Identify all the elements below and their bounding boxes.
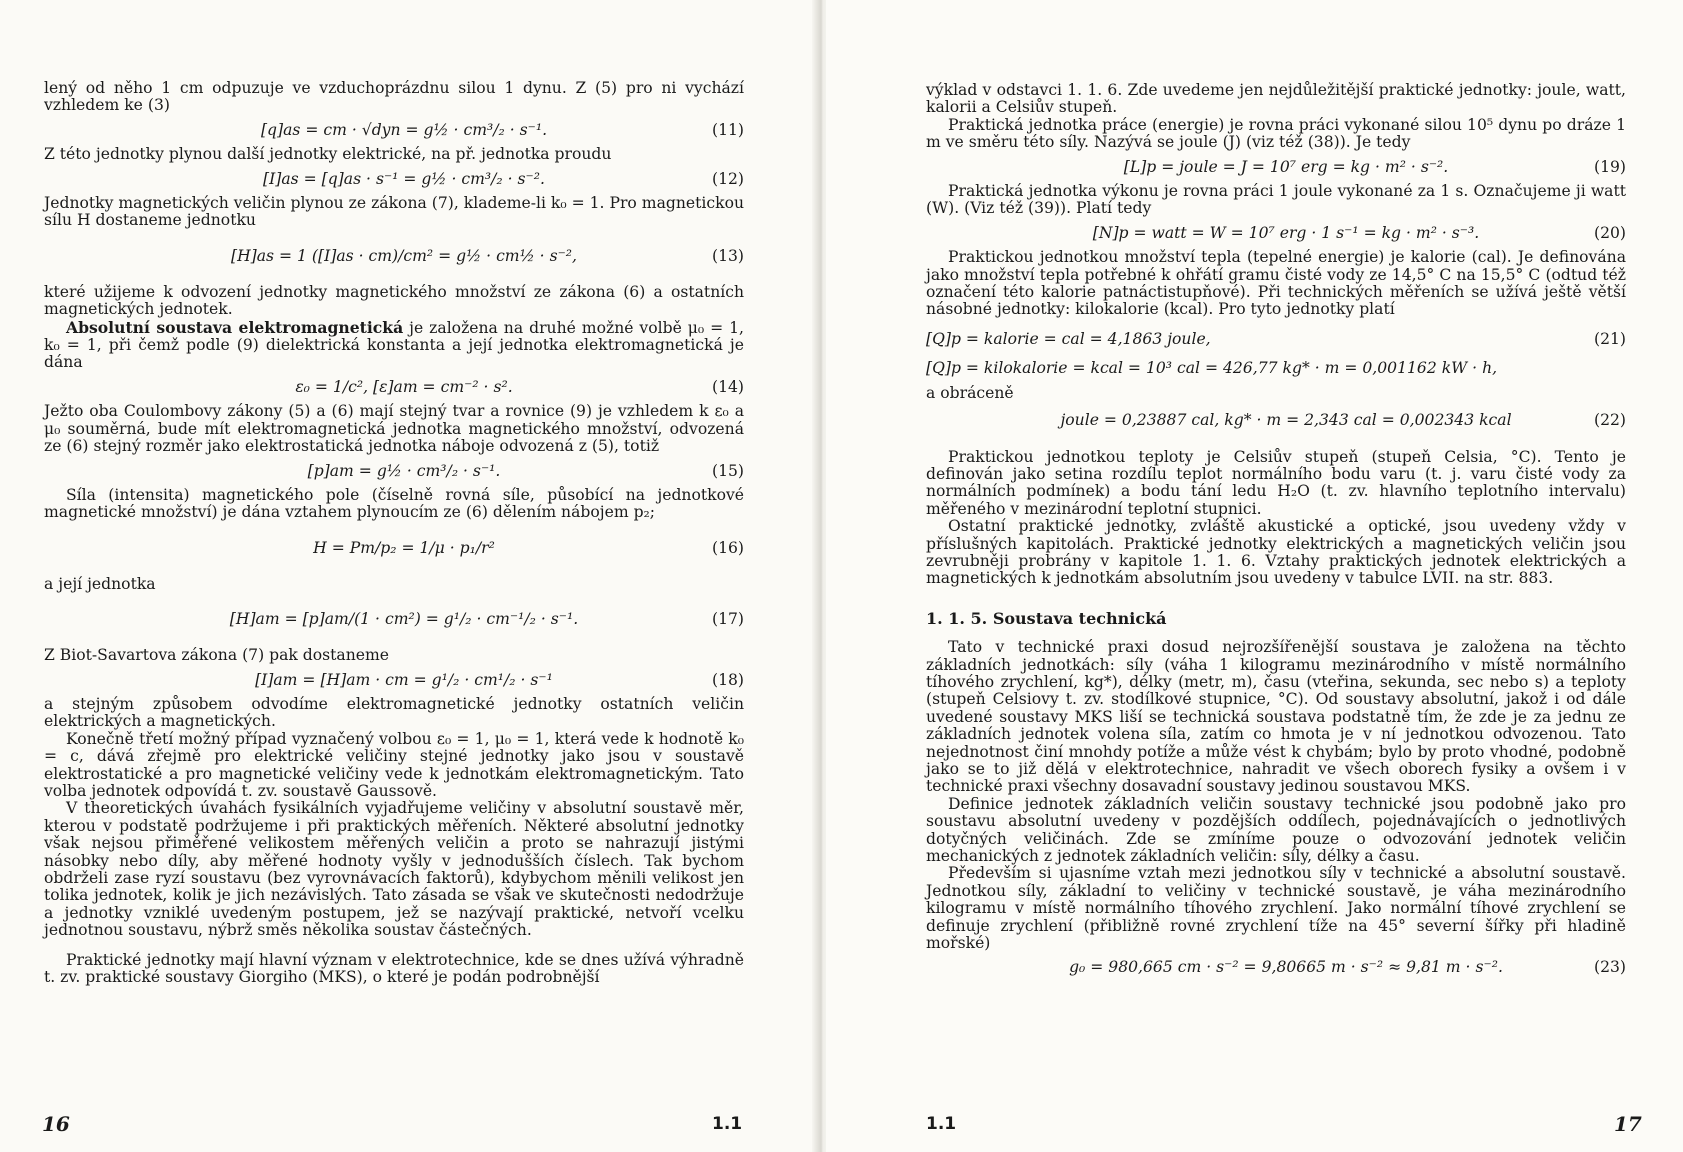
paragraph: Z této jednotky plynou další jednotky elektrické, na př. jednotka proudu xyxy=(44,145,612,164)
paragraph: Jednotky magnetických veličin plynou ze zákona (7), klademe-li k₀ = 1. Pro magnetickou sílu H dostaneme jednotku xyxy=(44,194,744,230)
equation-formula: joule = 0,23887 cal, kg* · m = 2,343 cal = 0,002343 kcal xyxy=(1060,411,1512,430)
equation-21b xyxy=(926,360,1626,377)
equation-16 xyxy=(44,529,744,569)
equation-formula: [I]am = [H]am · cm = g¹/₂ · cm¹/₂ · s⁻¹ xyxy=(255,670,553,689)
equation-formula: g₀ = 980,665 cm · s⁻² = 9,80665 m · s⁻² ≈ 9,81 m · s⁻². xyxy=(1069,958,1503,977)
paragraph: Definice jednotek základních veličin soustavy technické jsou podobně jako pro soustavu absolutní uvedeny v pozdějších oddílech, pojednávajících o jednotlivých dotyčných veličinách. Zde se zmíníme pouze o odvozování jednotek veličin mechanických z jednotek základních veličin: síly, délky a času. xyxy=(926,794,1626,866)
paragraph: Především si ujasníme vztah mezi jednotkou síly v technické a absolutní soustavě. Jednotkou síly, základní to veličiny v technické soustavě, je váha mezinárodního kilogramu v místě normálního tíhového zrychlení. Jako normální tíhové zrychlení se definuje zrychlení (přibližně rovné zrychlení tíže na 45° severní šířky při hladině mořské) xyxy=(926,864,1626,953)
equation-formula: [p]am = g½ · cm³/₂ · s⁻¹. xyxy=(307,461,501,480)
equation-11 xyxy=(44,122,744,139)
paragraph: výklad v odstavci 1. 1. 6. Zde uvedeme jen nejdůležitější praktické jednotky: joule, watt, kalorii a Celsiův stupeň. xyxy=(926,81,1626,117)
paragraph: V theoretických úvahách fysikálních vyjadřujeme veličiny v absolutní soustavě měr, kterou v podstatě podržujeme i při praktických měřeních. Některé absolutní jednotky však nejsou přiměřené velikostem měřených veličin a proto se nahrazují jistými násobky nebo díly, aby měřené hodnoty vyšly v jednodušších číslech. Tak bychom obdrželi zase ryzí soustavu (bez vyrovnávacích faktorů), kdybychom měnili velikost jen tolika jednotek, kolik je jich nezávislých. Tato zásada se však ve skutečnosti nedodržuje a jednotky vzniklé uvedeným postupem, jež se nazývají praktické, netvoří vcelku jednotnou soustavu, nýbrž směs několika soustav částečných. xyxy=(44,799,744,940)
equation-formula: [I]as = [q]as · s⁻¹ = g½ · cm³/₂ · s⁻². xyxy=(263,169,545,188)
paragraph: a její jednotka xyxy=(44,574,156,593)
paragraph: Praktická jednotka práce (energie) je rovna práci vykonané silou 10⁵ dynu po dráze 1 m ve směru této síly. Nazývá se joule (J) (viz též (38)). Je tedy xyxy=(926,115,1626,152)
paragraph: Konečně třetí možný případ vyznačený volbou ε₀ = 1, μ₀ = 1, která vede k hodnotě k₀ = c, dává zřejmě pro elektrické veličiny stejné jednotky jako jsou v soustavě elektrostatické a pro magnetické veličiny vede k jednotkám elektromagnetickým. Tato volba jednotek odpovídá t. zv. soustavě Gaussově. xyxy=(44,729,744,800)
section-label: 1.1 xyxy=(926,1114,957,1134)
equation-number: (13) xyxy=(711,247,744,266)
equation-21 xyxy=(926,331,1626,348)
equation-number: (11) xyxy=(711,120,744,139)
equation-number: (17) xyxy=(711,610,744,629)
right-page-text xyxy=(926,82,1626,984)
left-page xyxy=(0,0,818,1152)
equation-formula: [N]p = watt = W = 10⁷ erg · 1 s⁻¹ = kg · m² · s⁻³. xyxy=(1092,223,1480,242)
paragraph: Ostatní praktické jednotky, zvláště akustické a optické, jsou uvedeny vždy v příslušných kapitolách. Praktické jednotky elektrických a magnetických veličin jsou zevrubněji probrány v kapitole 1. 1. 6. Vztahy praktických jednotek elektrických a magnetických k jednotkám absolutním jsou uvedeny v tabulce LVII. na str. 883. xyxy=(926,517,1626,588)
equation-14 xyxy=(44,379,744,396)
equation-formula: [q]as = cm · √dyn = g½ · cm³/₂ · s⁻¹. xyxy=(260,120,548,139)
paragraph: a stejným způsobem odvodíme elektromagnetické jednotky ostatních veličin elektrických a magnetických. xyxy=(44,694,744,731)
equation-number: (18) xyxy=(711,670,744,689)
left-page-text xyxy=(44,80,744,986)
section-label: 1.1 xyxy=(712,1114,743,1134)
equation-formula: [H]am = [p]am/(1 · cm²) = g¹/₂ · cm⁻¹/₂ · s⁻¹. xyxy=(229,610,579,629)
page-number: 17 xyxy=(1614,1112,1642,1136)
equation-number: (14) xyxy=(711,377,744,396)
paragraph: lený od něho 1 cm odpuzuje ve vzduchoprázdnu silou 1 dynu. Z (5) pro ni vychází vzhledem ke (3) xyxy=(44,79,744,115)
equation-19 xyxy=(926,159,1626,176)
equation-23 xyxy=(926,959,1626,976)
equation-number: (12) xyxy=(711,169,744,188)
equation-13 xyxy=(44,237,744,277)
paragraph: Tato v technické praxi dosud nejrozšířenější soustava je založena na těchto základních jednotkách: síly (váha 1 kilogramu mezinárodního v místě normálního tíhového zrychlení, kg*), délky (metr, m), času (vteřina, sekunda, sec nebo s) a teploty (stupeň Celsiovy t. zv. stodílkové stupnice, °C). Od soustavy absolutní, jakož i od dále uvedené soustavy MKS liší se technická soustava podstatně tím, že zde je za jednu ze základních jednotek volena síla, zatím co hmota je v ní jednotkou odvozenou. Tato nejednotnost činí mnohdy potíže a může vést k chybám; bylo by proto vhodné, podobně jako se to již dělá v elektrotechnice, nahradit ve všech oborech fysiky a ovšem i v technické praxi všechny dosavadní soustavy jedinou soustavou MKS. xyxy=(926,638,1626,796)
equation-number: (21) xyxy=(1593,329,1626,348)
equation-formula: [H]as = 1 ([I]as · cm)/cm² = g½ · cm½ · s⁻², xyxy=(230,247,578,266)
equation-22 xyxy=(926,412,1626,429)
equation-formula: [Q]p = kilokalorie = kcal = 10³ cal = 426,77 kg* · m = 0,001162 kW · h, xyxy=(926,359,1498,378)
equation-18 xyxy=(44,672,744,689)
right-page xyxy=(826,0,1683,1152)
paragraph: Praktickou jednotkou množství tepla (tepelné energie) je kalorie (cal). Je definována jako množství tepla potřebné k ohřátí gramu čisté vody ze 14,5° C na 15,5° C (odtud též označení této kalorie patnáctistupňové). Při technických měřeních se užívá ještě větší násobné jednotky: kilokalorie (kcal). Pro tyto jednotky platí xyxy=(926,248,1626,319)
paragraph: Z Biot-Savartova zákona (7) pak dostaneme xyxy=(44,646,390,665)
equation-number: (22) xyxy=(1593,411,1626,430)
equation-12 xyxy=(44,171,744,188)
equation-15 xyxy=(44,463,744,480)
section-heading: 1. 1. 5. Soustava technická xyxy=(926,608,1167,628)
equation-formula: ε₀ = 1/c², [ε]am = cm⁻² · s². xyxy=(295,377,513,396)
equation-formula: [L]p = joule = J = 10⁷ erg = kg · m² · s⁻². xyxy=(1123,157,1449,176)
paragraph: které užijeme k odvození jednotky magnetického množství ze zákona (6) a ostatních magnetických jednotek. xyxy=(44,282,744,319)
page-number: 16 xyxy=(42,1112,70,1136)
paragraph: Ježto oba Coulombovy zákony (5) a (6) mají stejný tvar a rovnice (9) je vzhledem k ε₀ a μ₀ souměrná, bude mít elektromagnetická jednotka magnetického množství, odvozená ze (6) stejný rozměr jako elektrostatická jednotka náboje odvozená z (5), totiž xyxy=(44,402,744,456)
paragraph: a obráceně xyxy=(926,383,1014,402)
paragraph: Praktické jednotky mají hlavní význam v elektrotechnice, kde se dnes užívá výhradně t. zv. praktické soustavy Giorgiho (MKS), o které je podán podrobnější xyxy=(44,950,744,987)
equation-number: (19) xyxy=(1593,157,1626,176)
equation-number: (20) xyxy=(1593,223,1626,242)
equation-17 xyxy=(44,600,744,640)
equation-number: (16) xyxy=(711,539,744,558)
equation-number: (15) xyxy=(711,461,744,480)
paragraph xyxy=(44,319,744,372)
equation-number: (23) xyxy=(1593,958,1626,977)
equation-formula: [Q]p = kalorie = cal = 4,1863 joule, xyxy=(926,329,1211,348)
paragraph: Síla (intensita) magnetického pole (číselně rovná síle, působící na jednotkové magnetické množství) je dána vztahem plynoucím ze (6) dělením nábojem p₂; xyxy=(44,485,744,522)
paragraph-text: je založena na druhé možné volbě μ₀ = 1, k₀ = 1, při čemž podle (9) dielektrická konstanta a její jednotka elektromagnetická je dána xyxy=(44,318,744,372)
equation-formula: H = Pm/p₂ = 1/μ · p₁/r² xyxy=(313,539,495,558)
equation-20 xyxy=(926,225,1626,242)
paragraph: Praktická jednotka výkonu je rovna práci 1 joule vykonané za 1 s. Označujeme ji watt (W). (Viz též (39)). Platí tedy xyxy=(926,182,1626,218)
bold-term: Absolutní soustava elektromagnetická xyxy=(66,317,404,337)
paragraph: Praktickou jednotkou teploty je Celsiův stupeň (stupeň Celsia, °C). Tento je definován jako setina rozdílu teplot normálního bodu varu (t. j. varu čisté vody za normálních podmínek) a bodu tání ledu H₂O (t. zv. hlavního teplotního intervalu) měřeného v mezinárodní teplotní stupnici. xyxy=(926,447,1626,518)
